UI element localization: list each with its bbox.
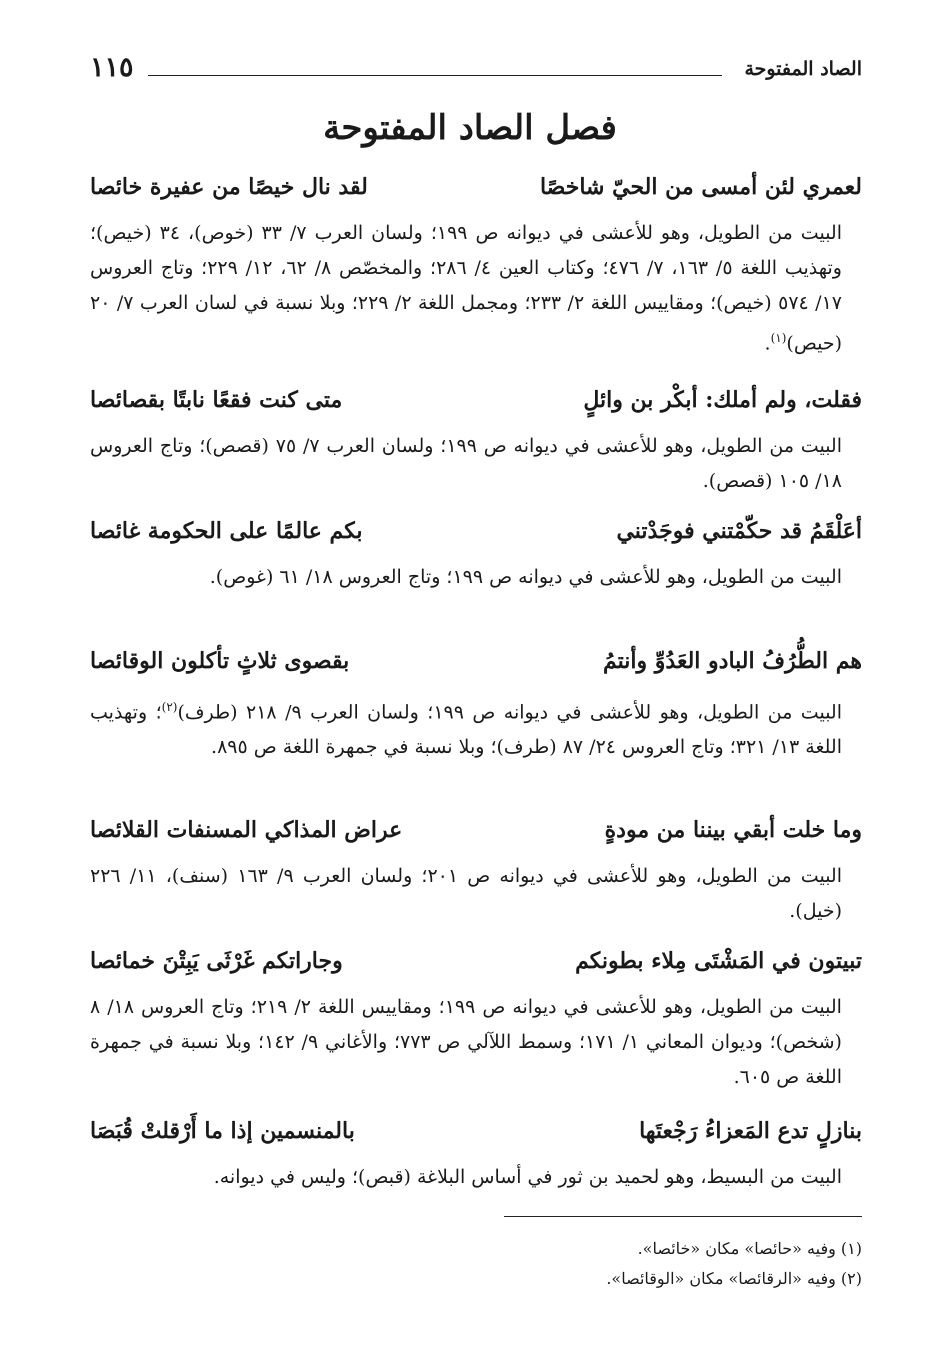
footnote-ref: (١): [770, 331, 787, 345]
first-hemistich: هم الطُّرُفُ البادو العَدُوِّ وأنتمُ: [602, 648, 862, 674]
verse-entry-4: [90, 648, 862, 765]
first-hemistich: لعمري لئن أمسى من الحيّ شاخصًا: [539, 174, 862, 200]
verse-line: [90, 648, 862, 686]
running-title: الصاد المفتوحة: [744, 58, 862, 80]
footnote-rule: [504, 1216, 862, 1217]
verse-commentary: البيت من الطويل، وهو للأعشى في ديوانه ص ١٩٩؛ وتاج العروس ١٨/ ٦١ (غوص).: [209, 566, 842, 588]
verse-commentary: البيت من الطويل، وهو للأعشى في ديوانه ص ٢٠١؛ ولسان العرب ٩/ ١٦٣ (سنف)، ١١/ ٢٢٦ (خيل).: [90, 865, 842, 922]
verse-line: [90, 387, 862, 425]
verse-line: [90, 817, 862, 855]
verse-entry-7: [90, 1118, 862, 1195]
footnote-2: (٢) وفيه «الرقائصا» مكان «الوقائصا».: [606, 1269, 862, 1288]
footnote-ref: (٢): [161, 700, 178, 714]
footnotes: [606, 1234, 862, 1294]
verse-entry-3: [90, 518, 862, 595]
verse-line: [90, 948, 862, 986]
verse-commentary: البيت من الطويل، وهو للأعشى في ديوانه ص ١٩٩؛ ولسان العرب ٩/ ٢١٨ (طرف)$^{(٢)}$؛ وتهذيب اللغة ١٣/ ٣٢١؛ وتاج العروس ٢٤/ ٨٧ (طرف)؛ وبلا نسبة في جمهرة اللغة ص ٨٩٥.: [90, 700, 842, 759]
second-hemistich: وجاراتكم غَرْثَى يَبِتْنَ خمائصا: [90, 948, 343, 974]
header-rule: [148, 75, 722, 76]
verse-line: [90, 518, 862, 556]
running-head: [90, 52, 862, 92]
first-hemistich: تبيتون في المَشْتَى مِلاء بطونكم: [575, 948, 862, 974]
first-hemistich: بنازلٍ تدع المَعزاءُ رَجْعتَها: [639, 1118, 862, 1144]
verse-entry-5: [90, 817, 862, 929]
verse-commentary: البيت من الطويل، وهو للأعشى في ديوانه ص ١٩٩؛ ومقاييس اللغة ٢/ ٢١٩؛ وتاج العروس ١٨/ ٨ (شخص)؛ وديوان المعاني ١/ ١٧١؛ وسمط اللآلي ص ٧٧٣؛ والأغاني ٩/ ١٤٢؛ وبلا نسبة في جمهرة اللغة ص ٦٠٥.: [90, 996, 842, 1088]
verse-line: [90, 174, 862, 212]
verse-line: [90, 1118, 862, 1156]
verse-commentary: البيت من الطويل، وهو للأعشى في ديوانه ص ١٩٩؛ ولسان العرب ٧/ ٧٥ (قصص)؛ وتاج العروس ١٨/ ١٠٥ (قصص).: [90, 435, 842, 492]
verse-entry-1: [90, 174, 862, 361]
verse-entry-6: [90, 948, 862, 1095]
chapter-title: فصل الصاد المفتوحة: [323, 108, 617, 148]
verse-commentary: البيت من البسيط، وهو لحميد بن ثور في أساس البلاغة (قبص)؛ وليس في ديوانه.: [213, 1166, 842, 1188]
second-hemistich: متى كنت فقعًا نابتًا بقصائصا: [90, 387, 343, 413]
verse-commentary: البيت من الطويل، وهو للأعشى في ديوانه ص ١٩٩؛ ولسان العرب ٧/ ٣٣ (خوص)، ٣٤ (خيص)؛ وتهذيب اللغة ٥/ ١٦٣، ٧/ ٤٧٦؛ وكتاب العين ٤/ ٢٨٦؛ والمخصّص ٨/ ٦٢، ١٢/ ٢٢٩؛ وتاج العروس ١٧/ ٥٧٤ (خيص)؛ ومقاييس اللغة ٢/ ٢٣٣؛ ومجمل اللغة ٢/ ٢٢٩؛ وبلا نسبة في لسان العرب ٧/ ٢٠ (حيص)$^{(١)}$.: [90, 222, 842, 355]
second-hemistich: عراض المذاكي المسنفات القلائصا: [90, 817, 403, 843]
verse-entry-2: [90, 387, 862, 499]
first-hemistich: فقلت، ولم أملك: أبكْر بن وائلٍ: [583, 387, 862, 413]
first-hemistich: وما خلت أبقي بيننا من مودةٍ: [604, 817, 862, 843]
second-hemistich: بكم عالمًا على الحكومة غائصا: [90, 518, 363, 544]
page-number: ١١٥: [90, 52, 134, 83]
first-hemistich: أعَلْقَمُ قد حكّمْتني فوجَدْتني: [616, 518, 862, 544]
footnote-1: (١) وفيه «حائصا» مكان «خائصا».: [637, 1239, 862, 1258]
second-hemistich: لقد نال خيصًا من عفيرة خائصا: [90, 174, 368, 200]
second-hemistich: بقصوى ثلاثٍ تأكلون الوقائصا: [90, 648, 350, 674]
second-hemistich: بالمنسمين إذا ما أَرْقلتْ قُبَصَا: [90, 1118, 355, 1144]
